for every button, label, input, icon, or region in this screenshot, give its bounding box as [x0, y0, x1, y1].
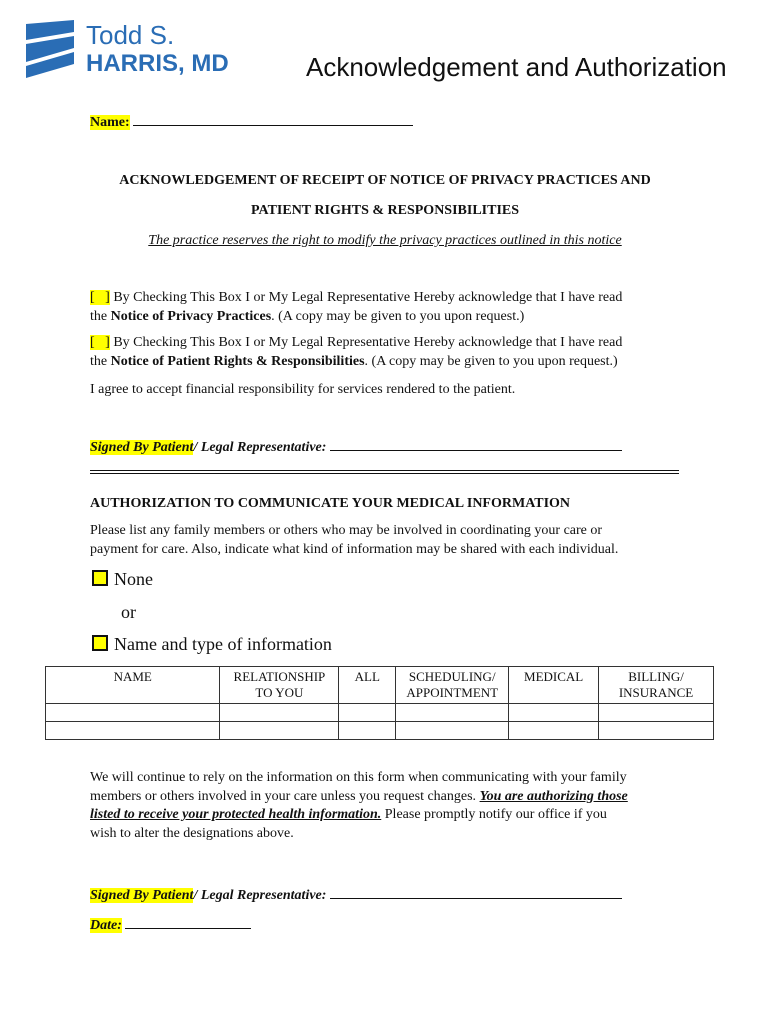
date-row — [90, 915, 251, 936]
date-field[interactable] — [125, 915, 251, 929]
name-label: Name: — [90, 115, 130, 130]
col-header-billing: BILLING/ INSURANCE — [599, 667, 714, 704]
cell-all[interactable] — [339, 722, 396, 740]
privacy-ack-block — [90, 289, 710, 326]
logo — [22, 18, 242, 80]
cell-medical[interactable] — [509, 704, 599, 722]
signed-patient-label-2: Signed By Patient — [90, 888, 194, 903]
col-header-relationship: RELATIONSHIP TO YOU — [220, 667, 339, 704]
reliance-paragraph — [90, 769, 628, 843]
reliance-line3-emphasis: listed to receive your protected health information. — [90, 807, 382, 822]
option-name-label: Name and type of information — [114, 634, 332, 654]
rights-ack-checkbox[interactable]: [ ] — [90, 335, 110, 350]
col-header-name: NAME — [46, 667, 220, 704]
logo-line2: HARRIS, MD — [86, 50, 229, 77]
table-row — [46, 722, 714, 740]
option-none-row — [92, 569, 153, 590]
authorized-persons-table — [45, 666, 714, 740]
rights-ack-line1: By Checking This Box I or My Legal Representative Hereby acknowledge that I have read — [113, 335, 623, 350]
cell-billing[interactable] — [599, 722, 714, 740]
privacy-ack-checkbox[interactable]: [ ] — [90, 290, 110, 305]
cell-all[interactable] — [339, 704, 396, 722]
cell-billing[interactable] — [599, 704, 714, 722]
signature-field-1[interactable] — [330, 437, 622, 451]
cell-relationship[interactable] — [220, 722, 339, 740]
logo-line1: Todd S. — [86, 20, 175, 50]
col-header-all: ALL — [339, 667, 396, 704]
privacy-ack-line2-post: . (A copy may be given to you upon request.) — [271, 308, 525, 324]
date-label: Date: — [90, 918, 122, 933]
option-none-label: None — [114, 569, 153, 589]
heading-authorization: AUTHORIZATION TO COMMUNICATE YOUR MEDICAL INFORMATION — [90, 496, 571, 511]
rights-notice-name: Notice of Patient Rights & Responsibilities — [110, 353, 365, 369]
col-header-medical: MEDICAL — [509, 667, 599, 704]
rights-ack-line2-pre: the — [90, 353, 111, 369]
rights-ack-block — [90, 334, 710, 371]
signature-row-2 — [90, 885, 622, 906]
authorization-instructions — [90, 522, 618, 559]
cell-medical[interactable] — [509, 722, 599, 740]
table-row — [46, 704, 714, 722]
name-row — [90, 112, 413, 133]
cell-relationship[interactable] — [220, 704, 339, 722]
cell-name[interactable] — [46, 704, 220, 722]
page-title: Acknowledgement and Authorization — [306, 52, 727, 82]
instructions-line1: Please list any family members or others who may be involved in coordinating your care or — [90, 523, 603, 538]
privacy-notice-name: Notice of Privacy Practices — [110, 308, 272, 324]
signed-rep-label: / Legal Representative: — [193, 440, 327, 455]
instructions-line2: payment for care. Also, indicate what kind of information may be shared with each individual. — [90, 541, 619, 557]
rights-ack-line2-post: . (A copy may be given to you upon request.) — [364, 353, 618, 369]
reliance-line3-post: Please promptly notify our office if you — [381, 807, 607, 822]
signature-row-1 — [90, 437, 622, 458]
reserve-note: The practice reserves the right to modify the privacy practices outlined in this notice — [148, 233, 622, 248]
table-header-row — [46, 667, 714, 704]
reliance-line2-emphasis: You are authorizing those — [479, 788, 628, 804]
signed-rep-label-2: / Legal Representative: — [193, 888, 327, 903]
option-or: or — [121, 602, 136, 622]
option-none-checkbox[interactable] — [92, 570, 108, 586]
reliance-line1: We will continue to rely on the information on this form when communicating with your family — [90, 770, 627, 785]
privacy-ack-line2-pre: the — [90, 308, 111, 324]
stripes-logo-icon — [22, 18, 78, 80]
option-name-row — [92, 634, 332, 655]
cell-name[interactable] — [46, 722, 220, 740]
name-field[interactable] — [133, 112, 413, 126]
privacy-ack-line1: By Checking This Box I or My Legal Representative Hereby acknowledge that I have read — [113, 290, 623, 305]
cell-scheduling[interactable] — [396, 704, 509, 722]
col-header-scheduling: SCHEDULING/ APPOINTMENT — [396, 667, 509, 704]
reliance-line4: wish to alter the designations above. — [90, 825, 294, 841]
financial-statement: I agree to accept financial responsibility for services rendered to the patient. — [90, 382, 516, 397]
option-name-checkbox[interactable] — [92, 635, 108, 651]
signature-field-2[interactable] — [330, 885, 622, 899]
section-divider — [90, 470, 679, 474]
heading-privacy-line1: ACKNOWLEDGEMENT OF RECEIPT OF NOTICE OF PRIVACY PRACTICES AND — [119, 173, 651, 188]
cell-scheduling[interactable] — [396, 722, 509, 740]
signed-patient-label: Signed By Patient — [90, 440, 194, 455]
reliance-line2-pre: members or others involved in your care unless you request changes. — [90, 788, 480, 804]
heading-privacy-line2: PATIENT RIGHTS & RESPONSIBILITIES — [250, 203, 520, 218]
